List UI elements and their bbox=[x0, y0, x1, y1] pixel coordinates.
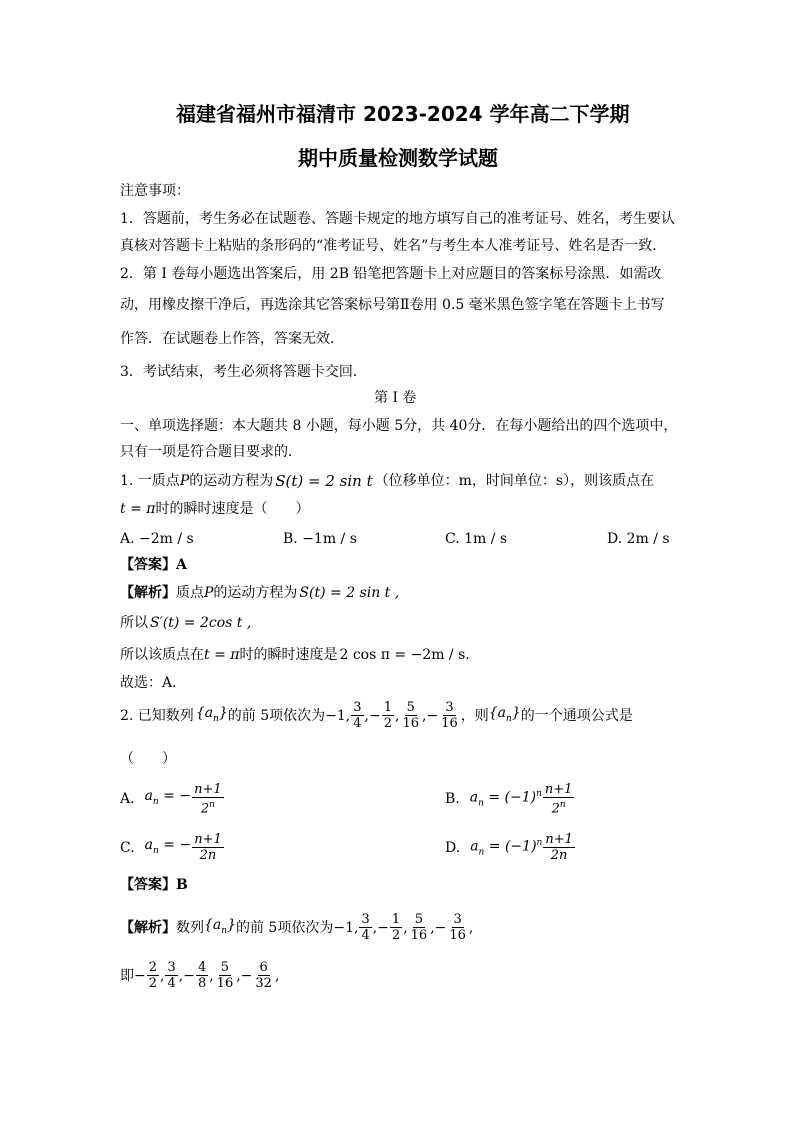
frac-5-16: $\frac{5}{16}$ bbox=[402, 700, 419, 731]
q2-stem: 2. 已知数列 $\{a_n\}$ 的前 5项依次为 −1, $\frac{3}{4}$ ,− $\frac{1}{2}$ , $\frac{5}{16}$ ,− $\frac{3}{16}$ ，则 $\{a_n\}$ 的一个通项公式是 bbox=[120, 700, 633, 731]
q1-option-a: A. −2m / s bbox=[120, 531, 194, 547]
q1-explanation-1: 【解析】 质点 P 的运动方程为 S(t) = 2 sin t , bbox=[120, 585, 400, 601]
note-1a: 1．答题前，考生务必在试题卷、答题卡规定的地方填写自己的准考证号、姓名，考生要认 bbox=[120, 211, 675, 227]
q2-answer: 【答案】B bbox=[120, 877, 188, 893]
notes-heading: 注意事项： bbox=[120, 183, 190, 199]
section-instructions-b: 只有一项是符合题目要求的． bbox=[120, 444, 302, 460]
q2-option-a: A. $a_n$ = − $\frac{n+1}{2^n}$ bbox=[120, 782, 222, 817]
q1-stem-line2: t = π 时的瞬时速度是（ ） bbox=[120, 501, 310, 517]
frac-3-16: $\frac{3}{16}$ bbox=[441, 700, 458, 731]
note-2a: 2．第 I 卷每小题选出答案后，用 2B 铅笔把答题卡上对应题目的答案标号涂黑．如需改 bbox=[120, 266, 662, 282]
q1-answer: 【答案】A bbox=[120, 557, 187, 573]
q2-explanation-1: 【解析】 数列 $\{a_n\}$ 的前 5项依次为 −1, $\frac{3}{4}$ ,− $\frac{1}{2}$ , $\frac{5}{16}$ ,− $\frac{3}{16}$ , bbox=[120, 912, 474, 943]
q1-stem: 1. 一质点 P 的运动方程为 S(t) = 2 sin t （位移单位：m，时间单位：s），则该质点在 bbox=[120, 472, 655, 490]
document-title-line1: 福建省福州市福清市 2023-2024 学年高二下学期 bbox=[176, 102, 630, 126]
q1-option-d: D. 2m / s bbox=[607, 531, 670, 547]
note-3: 3．考试结束，考生必须将答题卡交回． bbox=[120, 364, 367, 380]
q2-option-b: B. $a_n = (-1)^n$ $\frac{n+1}{2^n}$ bbox=[445, 782, 573, 817]
q1-explanation-2: 所以 S′(t) = 2cos t , bbox=[120, 615, 252, 631]
frac-1-2: $\frac{1}{2}$ bbox=[383, 700, 392, 731]
q2-explanation-2: 即 − $\frac{2}{2}$ , $\frac{3}{4}$ ,− $\frac{4}{8}$ , $\frac{5}{16}$ ,− $\frac{6}{32}$ , bbox=[120, 960, 280, 991]
frac-3-4: $\frac{3}{4}$ bbox=[353, 700, 362, 731]
q1-explanation-3: 所以该质点在 t = π 时的瞬时速度是 2 cos π = −2m / s. bbox=[120, 647, 470, 663]
q1-option-c: C. 1m / s bbox=[445, 531, 508, 547]
note-2b: 动，用橡皮擦干净后，再选涂其它答案标号第Ⅱ卷用 0.5 毫米黑色签字笔在答题卡上书写 bbox=[120, 297, 665, 313]
q2-option-d: D. $a_n = (-1)^n$ $\frac{n+1}{2n}$ bbox=[445, 832, 573, 863]
note-2c: 作答．在试题卷上作答，答案无效． bbox=[120, 331, 344, 347]
note-1b: 真核对答题卡上粘贴的条形码的“准考证号、姓名”与考生本人准考证号、姓名是否一致． bbox=[120, 238, 667, 254]
q2-option-c: C. $a_n$ = − $\frac{n+1}{2n}$ bbox=[120, 832, 222, 863]
q1-option-b: B. −1m / s bbox=[283, 531, 357, 547]
document-title-line2: 期中质量检测数学试题 bbox=[298, 146, 498, 170]
q1-conclusion: 故选：A． bbox=[120, 675, 187, 691]
section-instructions-a: 一、单项选择题：本大题共 8 小题，每小题 5分，共 40分．在每小题给出的四个选项中， bbox=[120, 418, 678, 434]
part-heading: 第 I 卷 bbox=[374, 390, 417, 406]
q2-paren: （ ） bbox=[120, 751, 176, 767]
